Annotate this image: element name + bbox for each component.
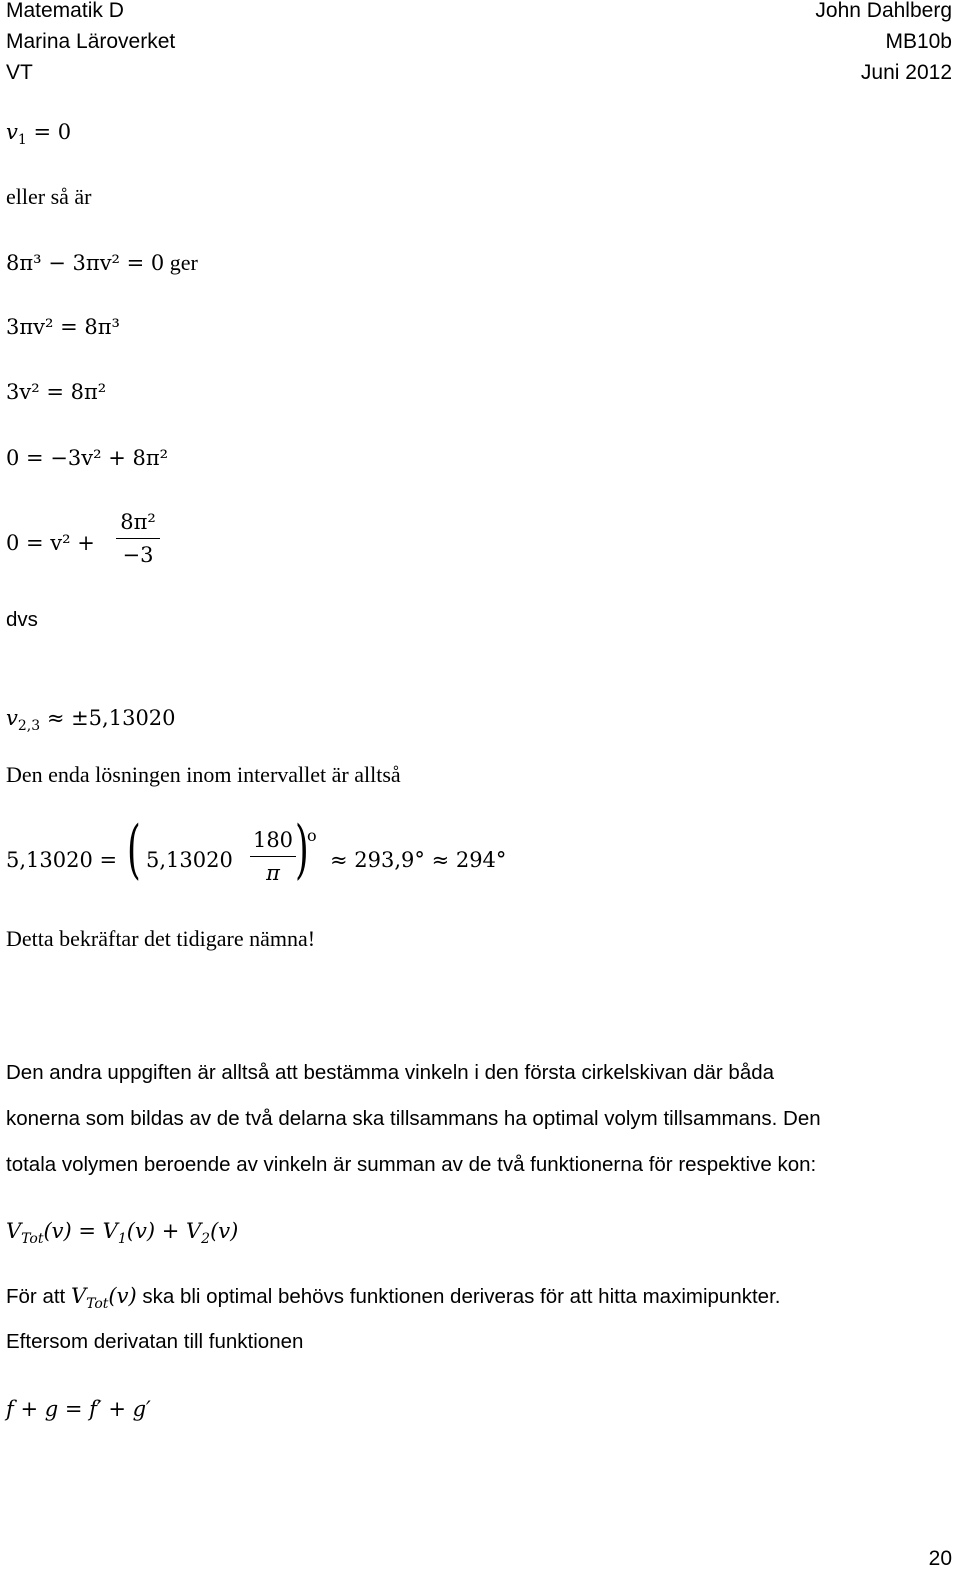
equation-8-inner: 5,13020 xyxy=(146,848,233,872)
equation-10: f + g = f′ + g′ xyxy=(6,1397,151,1421)
text-eller: eller så är xyxy=(6,184,92,209)
paragraph-line-1: Den andra uppgiften är alltså att bestämma vinkeln i den första cirkelskivan där båda xyxy=(6,1061,775,1084)
equation-9 xyxy=(6,1219,239,1247)
eq9-expression: $V_{Tot}(v) = V_1(v) + V_2(v)$ xyxy=(6,1219,239,1247)
equation-8-fraction xyxy=(250,828,296,885)
fraction-bar xyxy=(250,856,296,857)
equation-7 xyxy=(6,706,176,734)
eq7-rest: ≈ ±5,13020 xyxy=(40,706,176,730)
for-att-prefix: För att xyxy=(6,1285,71,1308)
eq1-rest: = 0 xyxy=(26,120,72,144)
right-paren: ) xyxy=(295,813,309,887)
header-class: MB10b xyxy=(885,30,952,53)
eq7-sub: 2,3 xyxy=(17,718,41,734)
equation-4: 3v² = 8π² xyxy=(6,380,107,404)
header-author: John Dahlberg xyxy=(815,0,952,22)
equation-8-left: 5,13020 = xyxy=(6,848,118,872)
equation-2 xyxy=(6,250,198,276)
eq8-numerator: 180 xyxy=(252,828,294,852)
text-detta-bekraftar: Detta bekräftar det tidigare nämna! xyxy=(6,926,316,951)
eq1-var: v xyxy=(6,120,18,144)
eq6-numerator: 8π² xyxy=(120,510,156,534)
equation-6-fraction xyxy=(116,510,160,567)
equation-3: 3πv² = 8π³ xyxy=(6,315,120,339)
text-eftersom: Eftersom derivatan till funktionen xyxy=(6,1330,304,1353)
paragraph-line-2: konerna som bildas av de två delarna ska tillsammans ha optimal volym tillsammans. Den xyxy=(6,1107,821,1130)
header-date: Juni 2012 xyxy=(860,61,952,84)
left-paren: ( xyxy=(127,813,141,887)
equation-8-right: ≈ 293,9° ≈ 294° xyxy=(330,848,507,872)
header-course: Matematik D xyxy=(6,0,124,22)
fraction-bar xyxy=(116,538,160,539)
equation-v1 xyxy=(6,120,72,148)
for-att-suffix: ska bli optimal behövs funktionen deriveras för att hitta maximipunkter. xyxy=(136,1285,781,1308)
eq6-denominator: −3 xyxy=(122,543,154,567)
eq8-denominator: π xyxy=(266,861,280,885)
text-enda-losningen: Den enda lösningen inom intervallet är alltså xyxy=(6,762,401,787)
equation-8-degree-sup: o xyxy=(307,826,317,845)
equation-6-left: 0 = v² + xyxy=(6,531,95,555)
page-number: 20 xyxy=(928,1547,952,1570)
eq2-main: 8π³ − 3πv² = 0 xyxy=(6,251,165,275)
text-for-att xyxy=(6,1284,781,1312)
equation-5: 0 = −3v² + 8π² xyxy=(6,446,169,470)
eq2-ger: ger xyxy=(164,250,198,275)
inline-vtot: $V_{Tot}(v)$ xyxy=(70,1284,137,1312)
paragraph-line-3: totala volymen beroende av vinkeln är summan av de två funktionerna för respektive kon: xyxy=(6,1153,817,1176)
text-dvs: dvs xyxy=(6,608,38,631)
eq7-var: v xyxy=(6,706,18,730)
header-school: Marina Läroverket xyxy=(6,30,176,53)
header-term: VT xyxy=(6,61,33,84)
eq1-sub: 1 xyxy=(17,132,27,148)
